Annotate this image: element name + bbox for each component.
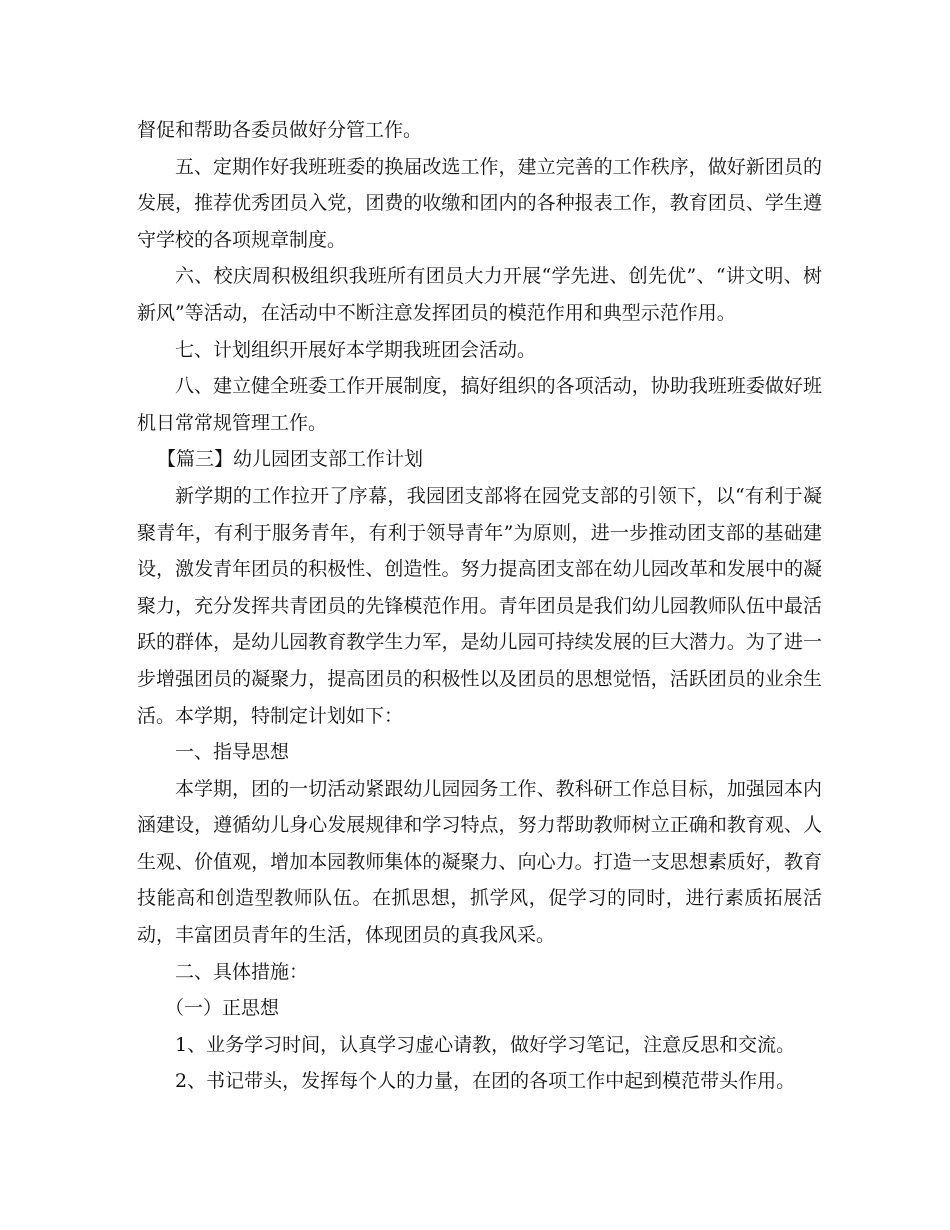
paragraph-intro: 新学期的工作拉开了序幕，我园团支部将在园党支部的引领下，以“有利于凝聚青年，有利于服务青年，有利于领导青年”为原则，进一步推动团支部的基础建设，激发青年团员的积极性、创造性。努力提高团支部在幼儿园改革和发展中的凝聚力，充分发挥共青团员的先锋模范作用。青年团员是我们幼儿园教师队伍中最活跃的群体，是幼儿园教育教学生力军，是幼儿园可持续发展的巨大潜力。为了进一步增强团员的凝聚力，提高团员的积极性以及团员的思想觉悟，活跃团员的业余生活。本学期，特制定计划如下： (137, 484, 822, 727)
subheading-correct-thinking: （一）正思想 (165, 997, 280, 1020)
subheading-guiding-ideology: 一、指导思想 (175, 741, 290, 764)
paragraph-item-eight: 八、建立健全班委工作开展制度，搞好组织的各项活动，协助我班班委做好班机日常常规管理工作。 (137, 375, 822, 434)
section-heading: 【篇三】幼儿园团支部工作计划 (157, 448, 424, 471)
paragraph-item-six: 六、校庆周积极组织我班所有团员大力开展“学先进、创先优”、“讲文明、树新风”等活动，在活动中不断注意发挥团员的模范作用和典型示范作用。 (137, 265, 822, 324)
paragraph-item-seven: 七、计划组织开展好本学期我班团会活动。 (175, 338, 537, 361)
list-item-1: 1、业务学习时间，认真学习虚心请教，做好学习笔记，注意反思和交流。 (175, 1033, 796, 1056)
list-item-2: 2、书记带头，发挥每个人的力量，在团的各项工作中起到模范带头作用。 (175, 1070, 796, 1093)
paragraph-item-five: 五、定期作好我班班委的换届改选工作，建立完善的工作秩序，做好新团员的发展，推荐优秀团员入党，团费的收缴和团内的各种报表工作，教育团员、学生遵守学校的各项规章制度。 (137, 155, 822, 251)
document-body (137, 112, 822, 1100)
subheading-measures: 二、具体措施： (175, 960, 309, 983)
paragraph-guiding-ideology: 本学期，团的一切活动紧跟幼儿园园务工作、教科研工作总目标，加强园本内涵建设，遵循幼儿身心发展规律和学习特点，努力帮助教师树立正确和教育观、人生观、价值观，增加本园教师集体的凝聚力、向心力。打造一支思想素质好，教育技能高和创造型教师队伍。在抓思想，抓学风，促学习的同时，进行素质拓展活动，丰富团员青年的生活，体现团员的真我风采。 (137, 777, 822, 947)
paragraph-continuation: 督促和帮助各委员做好分管工作。 (137, 119, 423, 141)
